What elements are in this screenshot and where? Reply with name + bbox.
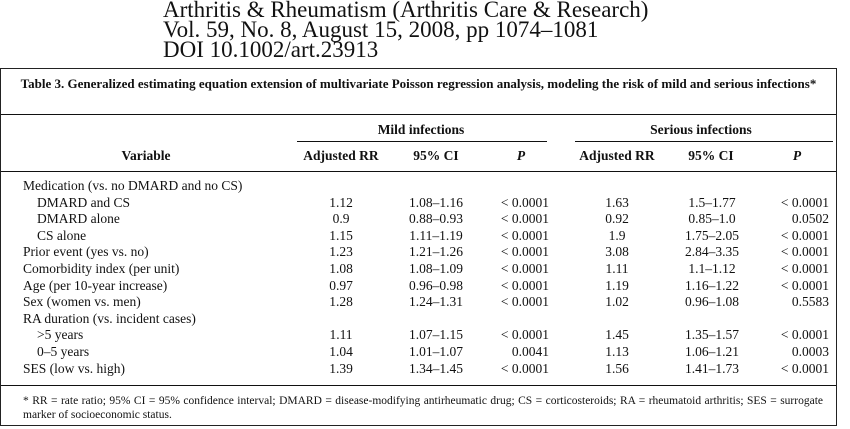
mild-p: < 0.0001 xyxy=(500,194,549,210)
mild-ci: 1.34–1.45 xyxy=(409,360,463,376)
serious-rr: 1.13 xyxy=(605,344,629,359)
col-variable-header: Variable xyxy=(121,148,171,163)
serious-group-rule xyxy=(575,141,833,142)
serious-p: < 0.0001 xyxy=(780,244,829,260)
serious-rr: 1.11 xyxy=(605,261,629,276)
serious-p: 0.0502 xyxy=(791,211,829,227)
mild-rr: 0.9 xyxy=(332,211,350,227)
serious-p: 0.5583 xyxy=(791,294,829,310)
serious-p: < 0.0001 xyxy=(780,227,829,243)
body-rule xyxy=(1,385,836,386)
serious-ci: 1.06–1.21 xyxy=(685,344,739,359)
serious-ci: 1.75–2.05 xyxy=(685,227,739,243)
row-label: Age (per 10-year increase) xyxy=(23,277,168,293)
serious-rr: 1.9 xyxy=(608,227,626,243)
serious-ci: 1.35–1.57 xyxy=(685,327,739,343)
doi: DOI 10.1002/art.23913 xyxy=(163,37,379,62)
row-label: CS alone xyxy=(37,227,87,243)
row-label: RA duration (vs. incident cases) xyxy=(23,310,196,326)
mild-p: < 0.0001 xyxy=(500,294,549,310)
row-label: SES (low vs. high) xyxy=(23,360,126,376)
serious-p: < 0.0001 xyxy=(780,327,829,343)
mild-rr: 1.04 xyxy=(329,344,353,359)
serious-ci: 2.84–3.35 xyxy=(685,244,739,260)
mild-ci: 1.11–1.19 xyxy=(409,227,463,243)
row-label: Medication (vs. no DMARD and no CS) xyxy=(23,178,243,193)
table-title: Table 3. Generalized estimating equation extension of multivariate Poisson regression analysis, modeling the risk of mild and serious infections* xyxy=(20,76,817,91)
mild-rr: 1.15 xyxy=(329,227,353,243)
serious-ci: 1.5–1.77 xyxy=(688,194,736,210)
col-mild-p-header: P xyxy=(516,148,526,163)
row-label: Sex (women vs. men) xyxy=(23,294,141,310)
serious-rr: 1.56 xyxy=(605,360,629,376)
serious-ci: 1.41–1.73 xyxy=(685,360,739,376)
col-serious-ci-header: 95% CI xyxy=(688,148,734,163)
col-serious-rr-header: Adjusted RR xyxy=(579,148,655,163)
row-label: >5 years xyxy=(37,327,84,343)
serious-rr: 1.63 xyxy=(605,194,629,210)
serious-rr: 1.02 xyxy=(605,294,629,310)
mild-rr: 1.12 xyxy=(329,194,353,210)
serious-ci: 0.96–1.08 xyxy=(685,294,739,310)
mild-p: < 0.0001 xyxy=(500,327,549,343)
mild-ci: 1.24–1.31 xyxy=(409,294,463,310)
serious-p: < 0.0001 xyxy=(780,194,829,210)
citation-header xyxy=(163,0,648,60)
mild-rr: 1.11 xyxy=(329,327,353,343)
mild-ci: 1.07–1.15 xyxy=(409,327,463,343)
mild-rr: 1.39 xyxy=(329,360,353,376)
group-mild-header: Mild infections xyxy=(377,122,465,137)
row-label: DMARD and CS xyxy=(37,194,131,210)
mild-p: < 0.0001 xyxy=(500,227,549,243)
mild-ci: 0.88–0.93 xyxy=(409,211,463,227)
table-footnote: * RR = rate ratio; 95% CI = 95% confidence interval; DMARD = disease-modifying antirheumatic drug; CS = corticosteroids; RA = rheumatoid arthritis; SES = surrogate marker of socioeconomic status. xyxy=(23,395,823,421)
row-label: DMARD alone xyxy=(37,211,120,227)
serious-p: < 0.0001 xyxy=(780,360,829,376)
col-mild-rr-header: Adjusted RR xyxy=(303,148,379,163)
serious-rr: 1.45 xyxy=(605,327,629,343)
mild-rr: 1.08 xyxy=(329,261,353,276)
title-rule xyxy=(1,114,836,115)
serious-ci: 1.16–1.22 xyxy=(685,277,739,293)
serious-p: < 0.0001 xyxy=(780,261,829,276)
header-rule xyxy=(1,171,836,172)
mild-ci: 1.21–1.26 xyxy=(409,244,463,260)
serious-p: < 0.0001 xyxy=(780,277,829,293)
mild-p: < 0.0001 xyxy=(500,211,549,227)
mild-p: 0.0041 xyxy=(511,344,549,359)
volume-info: Vol. 59, No. 8, August 15, 2008, pp 1074–1081 xyxy=(163,17,599,42)
serious-rr: 3.08 xyxy=(605,244,629,260)
col-serious-p-header: P xyxy=(792,148,802,163)
serious-ci: 0.85–1.0 xyxy=(688,211,736,227)
journal-title: Arthritis & Rheumatism (Arthritis Care & Research) xyxy=(163,0,649,22)
serious-rr: 0.92 xyxy=(605,211,629,227)
mild-p: < 0.0001 xyxy=(500,261,549,276)
mild-p: < 0.0001 xyxy=(500,244,549,260)
mild-rr: 1.28 xyxy=(329,294,353,310)
mild-ci: 0.96–0.98 xyxy=(409,277,463,293)
mild-rr: 1.23 xyxy=(329,244,353,260)
mild-rr: 0.97 xyxy=(329,277,353,293)
mild-ci: 1.01–1.07 xyxy=(409,344,463,359)
mild-group-rule xyxy=(297,141,547,142)
group-serious-header: Serious infections xyxy=(650,122,752,137)
mild-p: < 0.0001 xyxy=(500,360,549,376)
serious-ci: 1.1–1.12 xyxy=(688,261,736,276)
mild-p: < 0.0001 xyxy=(500,277,549,293)
mild-ci: 1.08–1.16 xyxy=(409,194,463,210)
col-mild-ci-header: 95% CI xyxy=(413,148,459,163)
table-container xyxy=(0,68,837,426)
row-label: Prior event (yes vs. no) xyxy=(23,244,149,260)
mild-ci: 1.08–1.09 xyxy=(409,261,463,276)
serious-p: 0.0003 xyxy=(791,344,829,359)
serious-rr: 1.19 xyxy=(605,277,629,293)
row-label: 0–5 years xyxy=(37,344,90,359)
row-label: Comorbidity index (per unit) xyxy=(23,261,180,276)
